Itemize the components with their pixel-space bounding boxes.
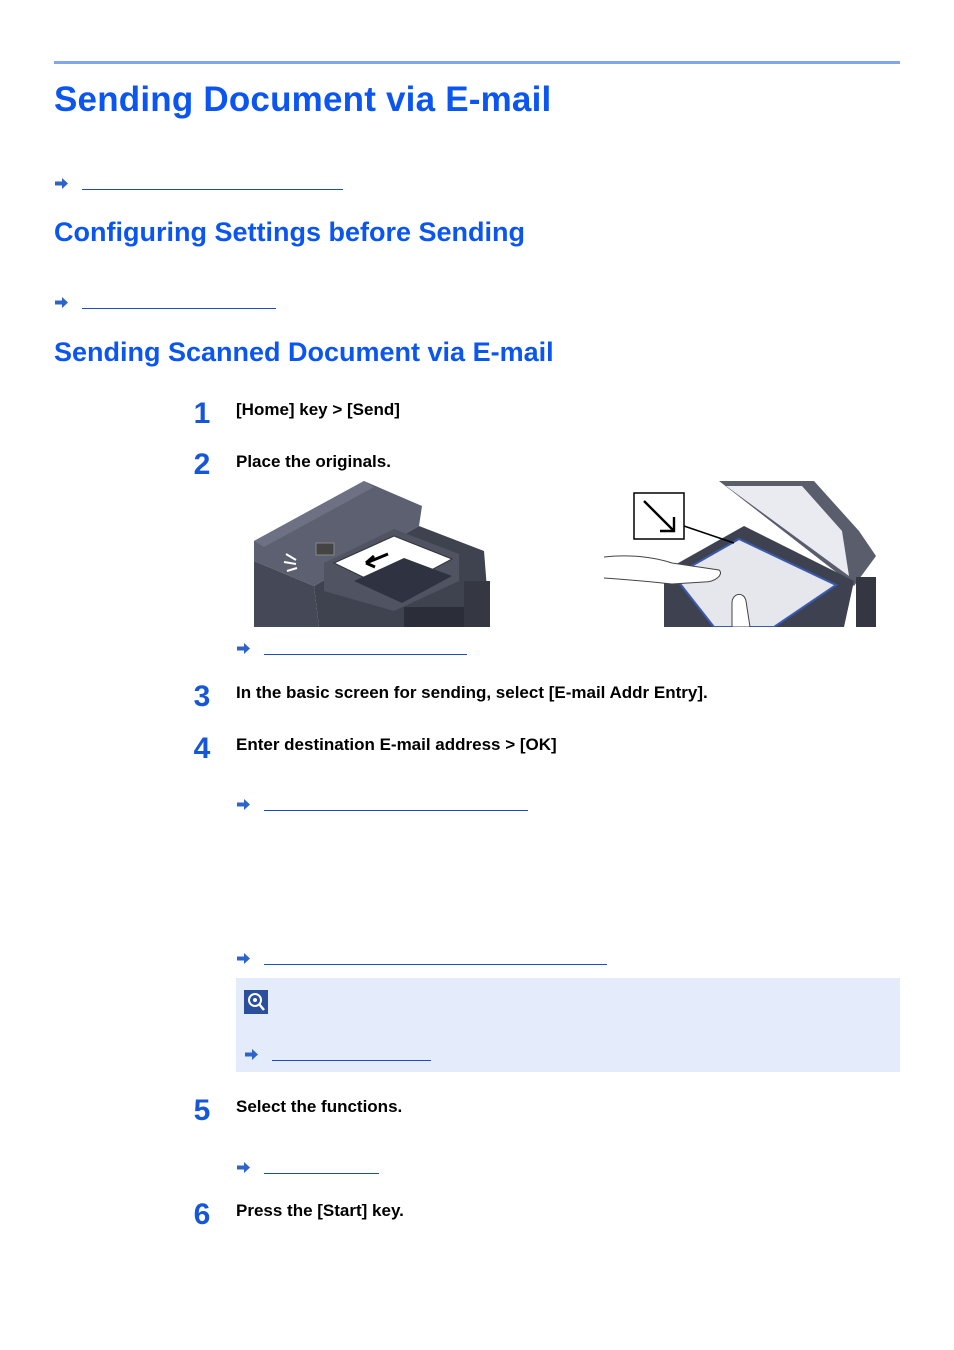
step-number: 1 — [193, 397, 211, 430]
page-title: Sending Document via E-mail — [54, 80, 552, 119]
arrow-right-icon — [54, 296, 69, 309]
link-underline — [264, 654, 467, 655]
link-underline — [264, 810, 528, 811]
reference-link[interactable] — [54, 296, 294, 312]
top-rule — [54, 61, 900, 64]
reference-link[interactable] — [244, 1048, 444, 1064]
arrow-right-icon — [236, 798, 251, 811]
link-underline — [272, 1060, 431, 1061]
step-number: 6 — [193, 1198, 211, 1231]
reference-link[interactable] — [236, 642, 486, 658]
note-icon — [244, 990, 268, 1014]
step-text: [Home] key > [Send] — [236, 400, 400, 419]
arrow-right-icon — [236, 1161, 251, 1174]
step-text: Place the originals. — [236, 452, 391, 471]
note-box — [236, 978, 900, 1072]
link-underline — [264, 964, 607, 965]
arrow-right-icon — [54, 177, 69, 190]
reference-link[interactable] — [54, 177, 354, 193]
document-processor-illustration — [254, 481, 492, 627]
reference-link[interactable] — [236, 1161, 386, 1177]
arrow-right-icon — [244, 1048, 259, 1061]
step-number: 3 — [193, 680, 211, 713]
reference-link[interactable] — [236, 798, 536, 814]
arrow-right-icon — [236, 952, 251, 965]
link-underline — [264, 1173, 379, 1174]
section-heading-configuring: Configuring Settings before Sending — [54, 217, 525, 247]
step-number: 5 — [193, 1094, 211, 1127]
reference-link[interactable] — [236, 952, 616, 968]
step-text: In the basic screen for sending, select [E-mail Addr Entry]. — [236, 683, 708, 702]
step-number: 2 — [193, 448, 211, 481]
step-text: Press the [Start] key. — [236, 1201, 404, 1220]
step-number: 4 — [193, 732, 211, 765]
section-heading-sending: Sending Scanned Document via E-mail — [54, 337, 554, 367]
step-text: Enter destination E-mail address > [OK] — [236, 735, 557, 754]
step-text: Select the functions. — [236, 1097, 403, 1116]
platen-glass-illustration — [604, 481, 876, 627]
arrow-right-icon — [236, 642, 251, 655]
link-underline — [82, 308, 276, 309]
link-underline — [82, 189, 343, 190]
